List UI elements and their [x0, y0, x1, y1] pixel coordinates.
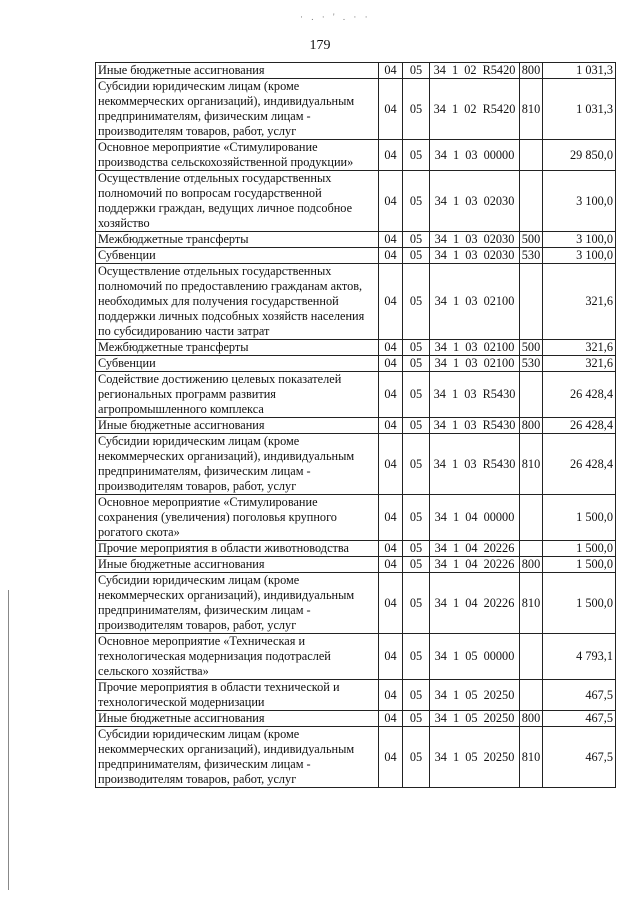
row-podrazdel: 05: [403, 680, 430, 711]
row-podrazdel: 05: [403, 495, 430, 541]
row-expense-type: [520, 140, 543, 171]
row-target-article: 34 1 04 20226: [430, 541, 520, 557]
row-razdel: 04: [379, 680, 403, 711]
row-name: Осуществление отдельных государственных полномочий по вопросам государственной поддержки граждан, ведущих личное подсобное хозяйство: [96, 171, 379, 232]
row-amount: 321,6: [543, 356, 616, 372]
table-row: [96, 248, 616, 264]
row-amount: 467,5: [543, 727, 616, 788]
table-row: [96, 356, 616, 372]
scan-mark: · . · ' . · ·: [300, 12, 371, 22]
row-podrazdel: 05: [403, 418, 430, 434]
row-target-article: 34 1 03 02030: [430, 248, 520, 264]
row-target-article: 34 1 03 R5430: [430, 434, 520, 495]
row-podrazdel: 05: [403, 434, 430, 495]
table-row: [96, 634, 616, 680]
row-podrazdel: 05: [403, 711, 430, 727]
row-razdel: 04: [379, 140, 403, 171]
row-razdel: 04: [379, 79, 403, 140]
row-expense-type: 500: [520, 340, 543, 356]
table-row: [96, 495, 616, 541]
row-podrazdel: 05: [403, 79, 430, 140]
row-razdel: 04: [379, 495, 403, 541]
row-amount: 3 100,0: [543, 171, 616, 232]
row-amount: 321,6: [543, 264, 616, 340]
row-target-article: 34 1 05 20250: [430, 711, 520, 727]
row-amount: 321,6: [543, 340, 616, 356]
table-row: [96, 140, 616, 171]
row-podrazdel: 05: [403, 248, 430, 264]
table-row: [96, 232, 616, 248]
row-podrazdel: 05: [403, 557, 430, 573]
row-target-article: 34 1 04 20226: [430, 573, 520, 634]
table-row: [96, 264, 616, 340]
row-name: Основное мероприятие «Техническая и технологическая модернизация подотраслей сельского хозяйства»: [96, 634, 379, 680]
row-target-article: 34 1 03 R5430: [430, 418, 520, 434]
row-expense-type: [520, 541, 543, 557]
row-name: Иные бюджетные ассигнования: [96, 557, 379, 573]
row-razdel: 04: [379, 711, 403, 727]
row-name: Прочие мероприятия в области технической и технологической модернизации: [96, 680, 379, 711]
row-target-article: 34 1 05 20250: [430, 727, 520, 788]
row-target-article: 34 1 03 02030: [430, 171, 520, 232]
row-expense-type: 530: [520, 248, 543, 264]
row-razdel: 04: [379, 248, 403, 264]
row-podrazdel: 05: [403, 356, 430, 372]
row-name: Субвенции: [96, 356, 379, 372]
row-amount: 3 100,0: [543, 248, 616, 264]
row-name: Субсидии юридическим лицам (кроме некоммерческих организаций), индивидуальным предпринимателям, физическим лицам - производителям товаров, работ, услуг: [96, 573, 379, 634]
row-podrazdel: 05: [403, 372, 430, 418]
row-name: Осуществление отдельных государственных полномочий по предоставлению гражданам актов, необходимых для получения государственной поддержки личных подсобных хозяйств населения по субсидированию части затрат: [96, 264, 379, 340]
table-row: [96, 418, 616, 434]
row-razdel: 04: [379, 264, 403, 340]
row-target-article: 34 1 03 02100: [430, 340, 520, 356]
table-row: [96, 434, 616, 495]
row-expense-type: 500: [520, 232, 543, 248]
row-amount: 1 500,0: [543, 495, 616, 541]
row-target-article: 34 1 03 R5430: [430, 372, 520, 418]
row-name: Основное мероприятие «Стимулирование сохранения (увеличения) поголовья крупного рогатого скота»: [96, 495, 379, 541]
row-amount: 1 031,3: [543, 63, 616, 79]
row-podrazdel: 05: [403, 541, 430, 557]
row-amount: 4 793,1: [543, 634, 616, 680]
row-target-article: 34 1 03 02030: [430, 232, 520, 248]
row-name: Прочие мероприятия в области животноводства: [96, 541, 379, 557]
row-target-article: 34 1 05 20250: [430, 680, 520, 711]
row-amount: 3 100,0: [543, 232, 616, 248]
row-expense-type: 530: [520, 356, 543, 372]
row-podrazdel: 05: [403, 171, 430, 232]
row-podrazdel: 05: [403, 634, 430, 680]
row-razdel: 04: [379, 356, 403, 372]
row-name: Субсидии юридическим лицам (кроме некоммерческих организаций), индивидуальным предпринимателям, физическим лицам - производителям товаров, работ, услуг: [96, 434, 379, 495]
row-target-article: 34 1 03 00000: [430, 140, 520, 171]
row-amount: 1 500,0: [543, 541, 616, 557]
row-amount: 29 850,0: [543, 140, 616, 171]
table-row: [96, 557, 616, 573]
row-expense-type: [520, 264, 543, 340]
row-target-article: 34 1 04 00000: [430, 495, 520, 541]
table-row: [96, 171, 616, 232]
row-name: Межбюджетные трансферты: [96, 340, 379, 356]
row-podrazdel: 05: [403, 573, 430, 634]
row-name: Иные бюджетные ассигнования: [96, 63, 379, 79]
row-amount: 26 428,4: [543, 372, 616, 418]
row-razdel: 04: [379, 340, 403, 356]
table-row: [96, 727, 616, 788]
row-podrazdel: 05: [403, 340, 430, 356]
row-amount: 1 031,3: [543, 79, 616, 140]
row-expense-type: [520, 634, 543, 680]
row-razdel: 04: [379, 232, 403, 248]
row-razdel: 04: [379, 418, 403, 434]
table-row: [96, 372, 616, 418]
row-name: Субвенции: [96, 248, 379, 264]
row-name: Субсидии юридическим лицам (кроме некоммерческих организаций), индивидуальным предпринимателям, физическим лицам - производителям товаров, работ, услуг: [96, 79, 379, 140]
row-amount: 467,5: [543, 680, 616, 711]
margin-line: [8, 590, 9, 890]
row-expense-type: [520, 372, 543, 418]
row-amount: 1 500,0: [543, 573, 616, 634]
row-razdel: 04: [379, 573, 403, 634]
table-row: [96, 79, 616, 140]
row-razdel: 04: [379, 634, 403, 680]
table-row: [96, 63, 616, 79]
row-name: Межбюджетные трансферты: [96, 232, 379, 248]
row-expense-type: 800: [520, 63, 543, 79]
row-expense-type: 810: [520, 727, 543, 788]
row-target-article: 34 1 04 20226: [430, 557, 520, 573]
row-name: Иные бюджетные ассигнования: [96, 418, 379, 434]
row-razdel: 04: [379, 557, 403, 573]
row-podrazdel: 05: [403, 264, 430, 340]
row-expense-type: 810: [520, 573, 543, 634]
row-expense-type: 800: [520, 418, 543, 434]
row-amount: 1 500,0: [543, 557, 616, 573]
row-razdel: 04: [379, 372, 403, 418]
row-podrazdel: 05: [403, 140, 430, 171]
table-body: [96, 63, 616, 788]
row-expense-type: [520, 495, 543, 541]
row-expense-type: [520, 680, 543, 711]
row-expense-type: 800: [520, 711, 543, 727]
row-razdel: 04: [379, 727, 403, 788]
row-podrazdel: 05: [403, 727, 430, 788]
budget-table: [95, 62, 616, 788]
page-number: 179: [309, 38, 331, 53]
row-razdel: 04: [379, 434, 403, 495]
row-razdel: 04: [379, 541, 403, 557]
row-razdel: 04: [379, 171, 403, 232]
table-row: [96, 711, 616, 727]
row-razdel: 04: [379, 63, 403, 79]
row-name: Субсидии юридическим лицам (кроме некоммерческих организаций), индивидуальным предпринимателям, физическим лицам - производителям товаров, работ, услуг: [96, 727, 379, 788]
table-row: [96, 573, 616, 634]
row-name: Содействие достижению целевых показателей региональных программ развития агропромышленного комплекса: [96, 372, 379, 418]
row-target-article: 34 1 02 R5420: [430, 63, 520, 79]
row-name: Основное мероприятие «Стимулирование производства сельскохозяйственной продукции»: [96, 140, 379, 171]
row-expense-type: 810: [520, 434, 543, 495]
row-amount: 26 428,4: [543, 418, 616, 434]
row-podrazdel: 05: [403, 232, 430, 248]
row-target-article: 34 1 02 R5420: [430, 79, 520, 140]
row-target-article: 34 1 03 02100: [430, 356, 520, 372]
row-target-article: 34 1 03 02100: [430, 264, 520, 340]
table-row: [96, 340, 616, 356]
row-podrazdel: 05: [403, 63, 430, 79]
row-expense-type: 800: [520, 557, 543, 573]
row-name: Иные бюджетные ассигнования: [96, 711, 379, 727]
row-amount: 26 428,4: [543, 434, 616, 495]
row-target-article: 34 1 05 00000: [430, 634, 520, 680]
row-expense-type: [520, 171, 543, 232]
table-row: [96, 541, 616, 557]
row-amount: 467,5: [543, 711, 616, 727]
table-row: [96, 680, 616, 711]
row-expense-type: 810: [520, 79, 543, 140]
